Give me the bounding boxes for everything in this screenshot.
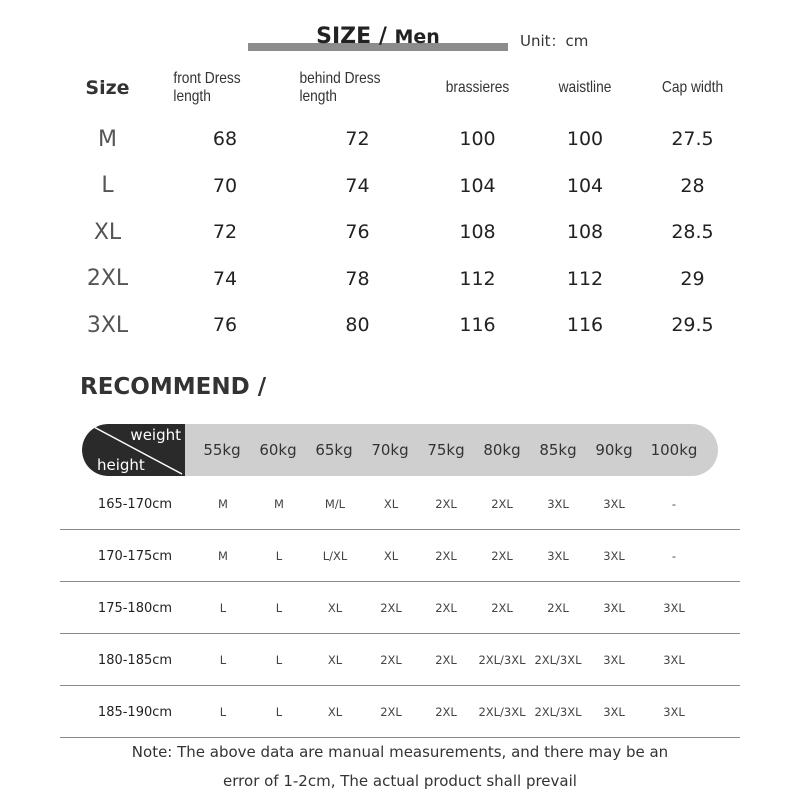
size-cell: XL — [383, 497, 399, 511]
measurement-note — [100, 738, 700, 796]
size-cell: 2XL/3XL — [534, 705, 582, 719]
size-cell: - — [671, 549, 677, 563]
table-row — [60, 530, 740, 582]
size-cell: XL — [327, 705, 343, 719]
size-cell: L — [275, 601, 283, 615]
header-size: Size — [85, 77, 130, 99]
note-line-2: error of 1-2cm, The actual product shall prevail — [223, 772, 577, 790]
weight-col-header: 80kg — [483, 441, 521, 459]
weight-height-corner — [82, 424, 185, 476]
size-cell: 3XL — [86, 312, 129, 338]
weight-col-header: 85kg — [539, 441, 577, 459]
size-cell: L — [219, 601, 227, 615]
size-cell: 2XL — [491, 601, 513, 615]
size-cell: 2XL — [491, 549, 513, 563]
table-row — [60, 634, 740, 686]
value-cell: 104 — [566, 174, 604, 197]
size-cell: 2XL — [380, 705, 402, 719]
size-cell: 2XL — [380, 601, 402, 615]
weight-col-header: 100kg — [650, 441, 698, 459]
title-main: SIZE — [316, 24, 372, 49]
value-cell: 116 — [566, 314, 604, 337]
value-cell: 27.5 — [671, 128, 714, 151]
size-table — [60, 70, 760, 349]
value-cell: 29 — [680, 267, 705, 290]
value-cell: 72 — [345, 128, 370, 151]
height-label: height — [97, 456, 145, 474]
size-cell: 3XL — [603, 653, 625, 667]
value-cell: 76 — [212, 314, 238, 337]
weight-label: weight — [130, 426, 181, 444]
weight-col-header: 75kg — [427, 441, 465, 459]
size-cell: 3XL — [663, 601, 685, 615]
weight-col-header: 65kg — [315, 441, 353, 459]
unit-label: Unit：cm — [520, 32, 589, 50]
size-cell: XL — [93, 219, 122, 245]
weight-col-header: 55kg — [203, 441, 241, 459]
value-cell: 29.5 — [671, 314, 714, 337]
table-row — [60, 478, 740, 530]
value-cell: 28.5 — [671, 221, 714, 244]
table-row — [60, 302, 760, 349]
size-cell: L — [275, 653, 283, 667]
size-cell: 3XL — [603, 601, 625, 615]
size-cell: 2XL — [435, 549, 457, 563]
size-cell: 3XL — [663, 705, 685, 719]
table-row — [60, 582, 740, 634]
size-cell: 3XL — [663, 653, 685, 667]
size-cell: 2XL/3XL — [478, 653, 526, 667]
value-cell: 76 — [345, 221, 370, 244]
value-cell: 28 — [680, 174, 705, 197]
size-cell: - — [671, 497, 677, 511]
size-cell: 2XL — [547, 601, 569, 615]
size-cell: L — [219, 705, 227, 719]
value-cell: 74 — [212, 267, 238, 290]
size-cell: L — [101, 173, 114, 199]
size-cell: 2XL — [380, 653, 402, 667]
height-cell: 170-175cm — [97, 548, 173, 564]
header-waistline: waistline — [558, 79, 612, 96]
weight-col-header: 90kg — [595, 441, 633, 459]
size-cell: XL — [327, 653, 343, 667]
height-cell: 165-170cm — [97, 496, 173, 512]
title-separator: / — [371, 24, 395, 49]
size-cell: M — [218, 549, 228, 563]
size-cell: 3XL — [547, 549, 569, 563]
value-cell: 78 — [345, 267, 370, 290]
size-cell: 2XL — [491, 497, 513, 511]
weight-header-bar — [82, 424, 718, 476]
value-cell: 112 — [566, 267, 604, 290]
size-cell: 3XL — [603, 549, 625, 563]
title-sub: Men — [394, 26, 440, 48]
size-cell: 2XL — [435, 497, 457, 511]
value-cell: 108 — [459, 221, 496, 244]
size-cell: 2XL/3XL — [478, 705, 526, 719]
value-cell: 70 — [212, 174, 238, 197]
header-cap-width: Cap width — [661, 79, 724, 96]
size-cell: 3XL — [603, 705, 625, 719]
height-cell: 180-185cm — [97, 652, 173, 668]
note-line-1: Note: The above data are manual measurements, and there may be an — [131, 743, 669, 761]
size-cell: L — [275, 549, 283, 563]
value-cell: 68 — [212, 128, 238, 151]
size-cell: L — [219, 653, 227, 667]
table-row — [60, 116, 760, 163]
table-row — [60, 209, 760, 256]
size-cell: 2XL — [435, 653, 457, 667]
size-cell: 2XL — [435, 705, 457, 719]
header-front-length: front Dress length — [173, 70, 241, 105]
size-cell: M — [218, 497, 228, 511]
value-cell: 112 — [459, 267, 496, 290]
size-cell: 3XL — [603, 497, 625, 511]
size-cell: 2XL — [435, 601, 457, 615]
table-row — [60, 163, 760, 210]
height-cell: 185-190cm — [97, 704, 173, 720]
weight-col-header: 60kg — [259, 441, 297, 459]
recommend-title: RECOMMEND / — [80, 374, 267, 400]
value-cell: 74 — [345, 174, 370, 197]
size-cell: L/XL — [322, 549, 348, 563]
page-title — [248, 22, 508, 52]
value-cell: 100 — [459, 128, 496, 151]
header-brassieres: brassieres — [445, 79, 510, 96]
value-cell: 72 — [212, 221, 238, 244]
table-row — [60, 256, 760, 303]
size-cell: 2XL/3XL — [534, 653, 582, 667]
size-cell: M — [98, 126, 117, 152]
size-cell: M — [274, 497, 284, 511]
value-cell: 104 — [459, 174, 496, 197]
value-cell: 80 — [345, 314, 370, 337]
weight-col-header: 70kg — [371, 441, 409, 459]
size-table-header — [60, 70, 760, 106]
size-cell: 3XL — [547, 497, 569, 511]
size-cell: 2XL — [86, 266, 129, 292]
value-cell: 100 — [566, 128, 604, 151]
table-row — [60, 686, 740, 738]
value-cell: 108 — [566, 221, 604, 244]
size-cell: XL — [383, 549, 399, 563]
size-cell: M/L — [324, 497, 346, 511]
height-cell: 175-180cm — [97, 600, 173, 616]
size-cell: XL — [327, 601, 343, 615]
size-table-body — [60, 116, 760, 349]
header-behind-length: behind Dress length — [299, 70, 381, 105]
value-cell: 116 — [459, 314, 496, 337]
size-cell: L — [275, 705, 283, 719]
